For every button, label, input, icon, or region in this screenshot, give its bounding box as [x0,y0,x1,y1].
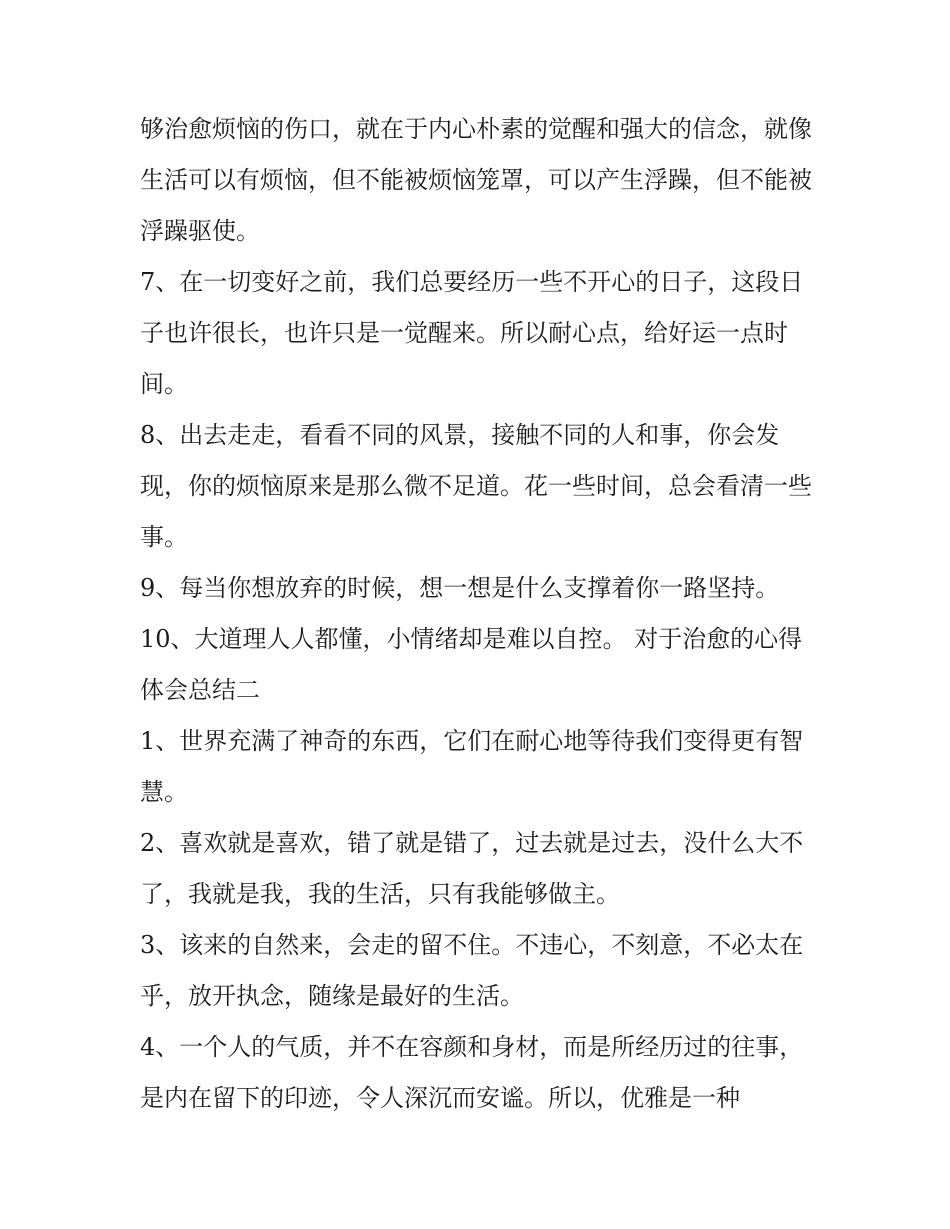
paragraph: 7、在一切变好之前，我们总要经历一些不开心的日子，这段日子也许很长，也许只是一觉醒来。所以耐心点，给好运一点时间。 [140,268,804,398]
paragraph: 1、世界充满了神奇的东西，它们在耐心地等待我们变得更有智慧。 [140,727,804,806]
paragraph: 2、喜欢就是喜欢，错了就是错了，过去就是过去，没什么大不了，我就是我，我的生活，只有我能够做主。 [140,829,804,908]
paragraph: 3、该来的自然来，会走的留不住。不违心，不刻意，不必太在乎，放开执念，随缘是最好的生活。 [140,931,804,1010]
paragraph: 9、每当你想放弃的时候，想一想是什么支撑着你一路坚持。 [140,574,780,602]
document-body [140,104,820,1124]
paragraph: 10、大道理人人都懂，小情绪却是难以自控。 对于治愈的心得体会总结二 [140,625,803,704]
paragraph: 8、出去走走，看看不同的风景，接触不同的人和事，你会发现，你的烦恼原来是那么微不足道。花一些时间，总会看清一些事。 [140,421,812,551]
paragraph: 4、一个人的气质，并不在容颜和身材，而是所经历过的往事，是内在留下的印迹，令人深沉而安谧。所以，优雅是一种 [140,1033,804,1112]
paragraph: 够治愈烦恼的伤口，就在于内心朴素的觉醒和强大的信念，就像生活可以有烦恼，但不能被烦恼笼罩，可以产生浮躁，但不能被浮躁驱使。 [140,115,812,245]
